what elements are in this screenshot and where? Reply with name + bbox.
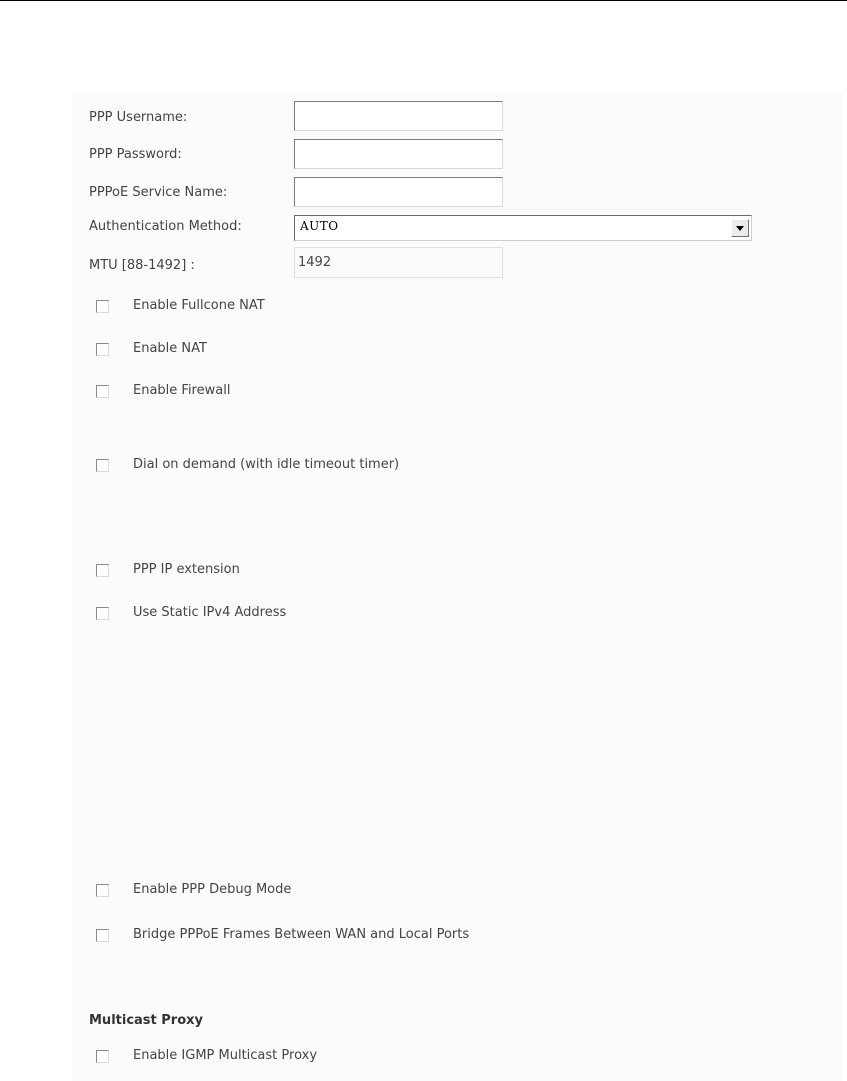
- bridge-pppoe-label: Bridge PPPoE Frames Between WAN and Local Ports: [133, 927, 470, 942]
- username-label: PPP Username:: [89, 110, 188, 125]
- password-input[interactable]: [294, 139, 503, 169]
- fullcone-nat-checkbox[interactable]: [96, 300, 109, 313]
- nat-label: Enable NAT: [133, 341, 207, 356]
- ppp-ip-extension-checkbox[interactable]: [96, 564, 109, 577]
- ppp-debug-label: Enable PPP Debug Mode: [133, 882, 292, 897]
- multicast-proxy-heading: Multicast Proxy: [89, 1013, 204, 1028]
- static-ipv4-label: Use Static IPv4 Address: [133, 605, 287, 620]
- dial-on-demand-label: Dial on demand (with idle timeout timer): [133, 457, 400, 472]
- username-input[interactable]: [294, 101, 503, 131]
- auth-method-value: AUTO: [300, 219, 339, 233]
- igmp-proxy-checkbox[interactable]: [96, 1050, 109, 1063]
- igmp-proxy-label: Enable IGMP Multicast Proxy: [133, 1048, 318, 1063]
- auth-method-label: Authentication Method:: [89, 219, 242, 234]
- nat-checkbox[interactable]: [96, 343, 109, 356]
- firewall-label: Enable Firewall: [133, 383, 231, 398]
- fullcone-nat-label: Enable Fullcone NAT: [133, 298, 265, 313]
- mtu-label: MTU [88-1492] :: [89, 258, 195, 273]
- static-ipv4-checkbox[interactable]: [96, 607, 109, 620]
- auth-method-select[interactable]: [294, 215, 752, 241]
- service-name-input[interactable]: [294, 177, 503, 207]
- dial-on-demand-checkbox[interactable]: [96, 459, 109, 472]
- chevron-down-icon[interactable]: [731, 219, 749, 237]
- top-divider: [0, 0, 847, 1]
- bridge-pppoe-checkbox[interactable]: [96, 929, 109, 942]
- service-name-label: PPPoE Service Name:: [89, 185, 228, 200]
- firewall-checkbox[interactable]: [96, 385, 109, 398]
- ppp-ip-extension-label: PPP IP extension: [133, 562, 240, 577]
- password-label: PPP Password:: [89, 147, 182, 162]
- mtu-input[interactable]: [294, 247, 503, 278]
- ppp-debug-checkbox[interactable]: [96, 884, 109, 897]
